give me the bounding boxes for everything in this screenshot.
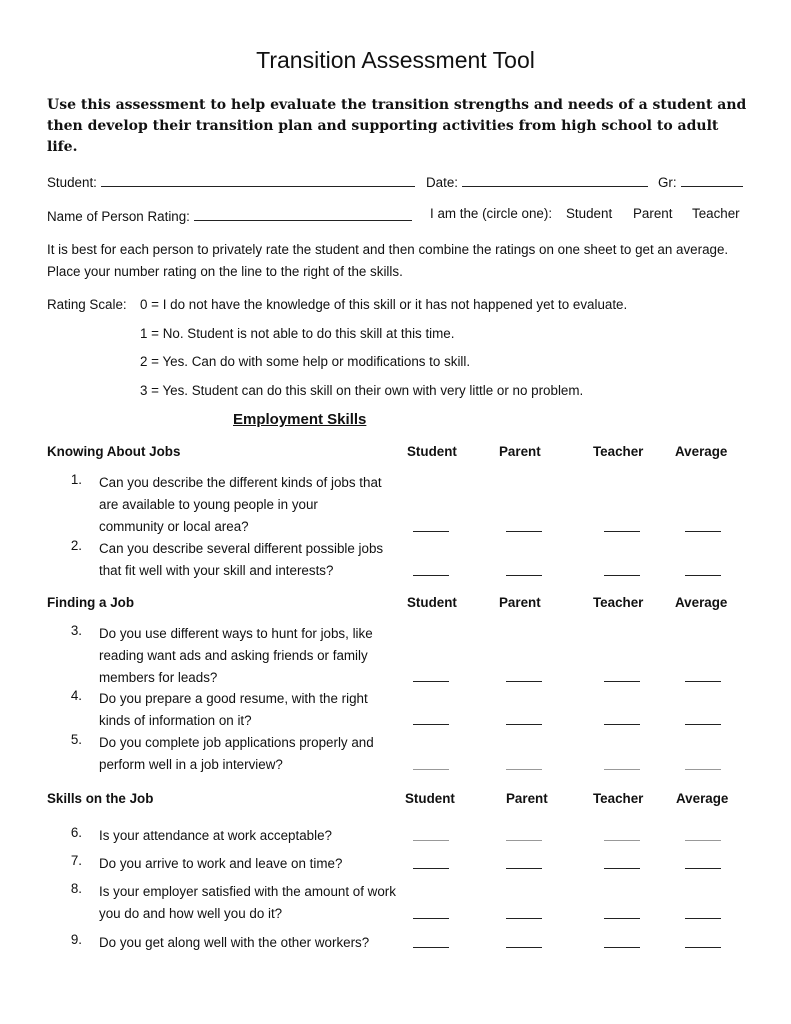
rating-scale-label: Rating Scale: <box>47 297 127 312</box>
rating-blank-teacher[interactable] <box>604 724 640 725</box>
col-head-teacher: Teacher <box>593 444 644 459</box>
rater-line[interactable] <box>194 206 412 221</box>
rating-blank-student[interactable] <box>413 575 449 576</box>
role-prompt: I am the (circle one): <box>430 206 553 221</box>
rating-blank-parent[interactable] <box>506 947 542 948</box>
question-number: 8. <box>70 881 82 896</box>
question-text: Can you describe several different possible jobs that fit well with your skill and interests? <box>99 541 384 578</box>
rating-blank-teacher[interactable] <box>604 840 640 841</box>
rating-blank-average[interactable] <box>685 840 721 841</box>
question-text: Do you get along well with the other workers? <box>99 935 370 950</box>
col-head-student: Student <box>405 791 455 806</box>
rating-blank-teacher[interactable] <box>604 769 640 770</box>
rating-blank-student[interactable] <box>413 918 449 919</box>
col-head-average: Average <box>676 791 729 806</box>
role-option-teacher[interactable]: Teacher <box>692 206 740 221</box>
rating-scale-item: 0 = I do not have the knowledge of this skill or it has not happened yet to evaluate. <box>140 297 628 312</box>
role-option-parent[interactable]: Parent <box>633 206 673 221</box>
student-field[interactable] <box>47 172 415 190</box>
date-line[interactable] <box>462 172 648 187</box>
rating-blank-student[interactable] <box>413 724 449 725</box>
question-number: 5. <box>70 732 82 747</box>
rating-blank-average[interactable] <box>685 769 721 770</box>
date-field[interactable] <box>426 172 648 190</box>
rating-blank-average[interactable] <box>685 868 721 869</box>
rating-scale-item: 3 = Yes. Student can do this skill on their own with very little or no problem. <box>140 383 584 398</box>
rating-blank-average[interactable] <box>685 531 721 532</box>
question-number: 2. <box>70 538 82 553</box>
rating-blank-parent[interactable] <box>506 918 542 919</box>
rater-label: Name of Person Rating: <box>47 209 190 224</box>
col-head-student: Student <box>407 595 457 610</box>
rating-blank-teacher[interactable] <box>604 681 640 682</box>
question-number: 4. <box>70 688 82 703</box>
question-number: 9. <box>70 932 82 947</box>
rating-blank-teacher[interactable] <box>604 868 640 869</box>
question-text: Is your employer satisfied with the amount of work you do and how well you do it? <box>99 884 396 921</box>
rating-blank-parent[interactable] <box>506 724 542 725</box>
rating-blank-student[interactable] <box>413 868 449 869</box>
rating-blank-student[interactable] <box>413 531 449 532</box>
question-text: Is your attendance at work acceptable? <box>99 828 332 843</box>
col-head-parent: Parent <box>499 444 541 459</box>
question-text: Do you use different ways to hunt for jobs, like reading want ads and asking friends or family members for leads? <box>99 626 373 685</box>
date-label: Date: <box>426 175 459 190</box>
question-text: Do you complete job applications properly and perform well in a job interview? <box>99 735 374 772</box>
instructions-text: It is best for each person to privately rate the student and then combine the ratings on one sheet to get an average. Place your number rating on the line to the right of the skills. <box>47 242 729 279</box>
question-text: Can you describe the different kinds of jobs that are available to young people in your community or local area? <box>99 475 382 534</box>
rating-blank-student[interactable] <box>413 681 449 682</box>
question-number: 1. <box>70 472 82 487</box>
rating-blank-student[interactable] <box>413 769 449 770</box>
rating-blank-student[interactable] <box>413 840 449 841</box>
rating-scale-item: 2 = Yes. Can do with some help or modifications to skill. <box>140 354 471 369</box>
rating-blank-average[interactable] <box>685 681 721 682</box>
rating-blank-parent[interactable] <box>506 840 542 841</box>
col-head-teacher: Teacher <box>593 791 644 806</box>
category-title: Finding a Job <box>47 595 135 610</box>
question-number: 7. <box>70 853 82 868</box>
grade-label: Gr: <box>658 175 677 190</box>
rating-blank-teacher[interactable] <box>604 531 640 532</box>
col-head-student: Student <box>407 444 457 459</box>
rater-field[interactable] <box>47 206 412 224</box>
rating-blank-parent[interactable] <box>506 681 542 682</box>
rating-blank-teacher[interactable] <box>604 918 640 919</box>
col-head-teacher: Teacher <box>593 595 644 610</box>
rating-blank-average[interactable] <box>685 918 721 919</box>
intro-text: Use this assessment to help evaluate the transition strengths and needs of a student and then develop their transition plan and supporting activities from high school to adult life. <box>47 97 747 155</box>
page-title: Transition Assessment Tool <box>256 47 535 73</box>
grade-line[interactable] <box>681 172 743 187</box>
rating-blank-teacher[interactable] <box>604 575 640 576</box>
category-title: Knowing About Jobs <box>47 444 181 459</box>
rating-blank-parent[interactable] <box>506 531 542 532</box>
rating-blank-parent[interactable] <box>506 769 542 770</box>
rating-blank-parent[interactable] <box>506 868 542 869</box>
col-head-average: Average <box>675 595 728 610</box>
rating-scale-item: 1 = No. Student is not able to do this skill at this time. <box>140 326 455 341</box>
rating-blank-student[interactable] <box>413 947 449 948</box>
category-title: Skills on the Job <box>47 791 154 806</box>
student-line[interactable] <box>101 172 415 187</box>
rating-blank-parent[interactable] <box>506 575 542 576</box>
col-head-average: Average <box>675 444 728 459</box>
col-head-parent: Parent <box>499 595 541 610</box>
rating-blank-average[interactable] <box>685 947 721 948</box>
student-label: Student: <box>47 175 97 190</box>
question-text: Do you prepare a good resume, with the right kinds of information on it? <box>99 691 368 728</box>
question-text: Do you arrive to work and leave on time? <box>99 856 343 871</box>
rating-blank-teacher[interactable] <box>604 947 640 948</box>
rating-blank-average[interactable] <box>685 724 721 725</box>
role-option-student[interactable]: Student <box>566 206 613 221</box>
col-head-parent: Parent <box>506 791 548 806</box>
question-number: 3. <box>70 623 82 638</box>
grade-field[interactable] <box>658 172 743 190</box>
rating-blank-average[interactable] <box>685 575 721 576</box>
section-title: Employment Skills <box>233 411 367 428</box>
question-number: 6. <box>70 825 82 840</box>
